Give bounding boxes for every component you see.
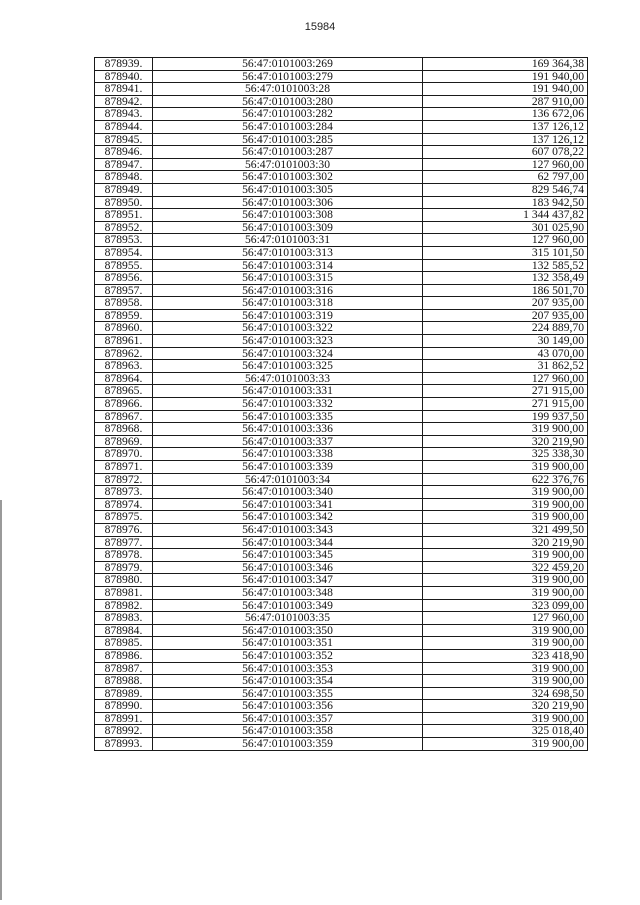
cadastral-value-cell: 30 149,00 [423,335,588,348]
cadastral-value-cell: 43 070,00 [423,347,588,360]
cadastral-value-cell: 31 862,52 [423,360,588,373]
cadastral-number-cell: 56:47:0101003:342 [153,511,423,524]
table-body [95,58,588,751]
cadastral-number-cell: 56:47:0101003:347 [153,574,423,587]
cadastral-value-cell: 323 099,00 [423,599,588,612]
row-number-cell: 878986. [95,649,153,662]
row-number-cell: 878944. [95,120,153,133]
table-row [95,599,588,612]
row-number-cell: 878977. [95,536,153,549]
table-row [95,183,588,196]
row-number-cell: 878956. [95,272,153,285]
row-number-cell: 878943. [95,108,153,121]
cadastral-number-cell: 56:47:0101003:319 [153,309,423,322]
row-number-cell: 878939. [95,58,153,71]
cadastral-value-cell: 321 499,50 [423,523,588,536]
row-number-cell: 878942. [95,95,153,108]
table-row [95,586,588,599]
cadastral-value-cell: 127 960,00 [423,612,588,625]
table-row [95,297,588,310]
row-number-cell: 878990. [95,700,153,713]
table-row [95,360,588,373]
cadastral-number-cell: 56:47:0101003:318 [153,297,423,310]
table-row [95,725,588,738]
row-number-cell: 878991. [95,712,153,725]
cadastral-value-cell: 287 910,00 [423,95,588,108]
table-row [95,335,588,348]
table-row [95,120,588,133]
cadastral-value-cell: 127 960,00 [423,372,588,385]
row-number-cell: 878960. [95,322,153,335]
cadastral-number-cell: 56:47:0101003:353 [153,662,423,675]
row-number-cell: 878964. [95,372,153,385]
cadastral-number-cell: 56:47:0101003:346 [153,561,423,574]
cadastral-number-cell: 56:47:0101003:280 [153,95,423,108]
cadastral-number-cell: 56:47:0101003:344 [153,536,423,549]
cadastral-value-cell: 319 900,00 [423,624,588,637]
row-number-cell: 878970. [95,448,153,461]
cadastral-number-cell: 56:47:0101003:336 [153,423,423,436]
row-number-cell: 878965. [95,385,153,398]
cadastral-value-cell: 319 900,00 [423,511,588,524]
cadastral-value-cell: 62 797,00 [423,171,588,184]
cadastral-number-cell: 56:47:0101003:284 [153,120,423,133]
table-row [95,498,588,511]
row-number-cell: 878988. [95,675,153,688]
cadastral-number-cell: 56:47:0101003:325 [153,360,423,373]
cadastral-number-cell: 56:47:0101003:354 [153,675,423,688]
cadastral-value-cell: 271 915,00 [423,398,588,411]
row-number-cell: 878949. [95,183,153,196]
cadastral-value-cell: 271 915,00 [423,385,588,398]
cadastral-number-cell: 56:47:0101003:33 [153,372,423,385]
cadastral-value-cell: 127 960,00 [423,158,588,171]
row-number-cell: 878941. [95,83,153,96]
cadastral-number-cell: 56:47:0101003:322 [153,322,423,335]
table-row [95,146,588,159]
cadastral-number-cell: 56:47:0101003:287 [153,146,423,159]
table-row [95,158,588,171]
cadastral-value-cell: 191 940,00 [423,83,588,96]
cadastral-number-cell: 56:47:0101003:358 [153,725,423,738]
cadastral-value-cell: 607 078,22 [423,146,588,159]
row-number-cell: 878992. [95,725,153,738]
cadastral-number-cell: 56:47:0101003:31 [153,234,423,247]
cadastral-number-cell: 56:47:0101003:341 [153,498,423,511]
scan-margin-line [0,500,2,900]
cadastral-number-cell: 56:47:0101003:339 [153,461,423,474]
cadastral-value-cell: 319 900,00 [423,637,588,650]
table-row [95,624,588,637]
table-row [95,221,588,234]
cadastral-value-table [94,57,588,751]
cadastral-value-cell: 1 344 437,82 [423,209,588,222]
cadastral-value-cell: 319 900,00 [423,498,588,511]
cadastral-value-cell: 136 672,06 [423,108,588,121]
row-number-cell: 878946. [95,146,153,159]
row-number-cell: 878966. [95,398,153,411]
table-row [95,523,588,536]
table-row [95,372,588,385]
cadastral-number-cell: 56:47:0101003:28 [153,83,423,96]
table-row [95,738,588,751]
cadastral-number-cell: 56:47:0101003:335 [153,410,423,423]
row-number-cell: 878962. [95,347,153,360]
table-row [95,423,588,436]
row-number-cell: 878947. [95,158,153,171]
row-number-cell: 878980. [95,574,153,587]
row-number-cell: 878957. [95,284,153,297]
cadastral-value-cell: 320 219,90 [423,700,588,713]
cadastral-value-cell: 315 101,50 [423,246,588,259]
cadastral-value-cell: 191 940,00 [423,70,588,83]
row-number-cell: 878940. [95,70,153,83]
cadastral-number-cell: 56:47:0101003:35 [153,612,423,625]
row-number-cell: 878955. [95,259,153,272]
table-row [95,272,588,285]
table-row [95,108,588,121]
cadastral-value-cell: 622 376,76 [423,473,588,486]
cadastral-number-cell: 56:47:0101003:352 [153,649,423,662]
cadastral-number-cell: 56:47:0101003:338 [153,448,423,461]
cadastral-number-cell: 56:47:0101003:305 [153,183,423,196]
table-row [95,461,588,474]
row-number-cell: 878979. [95,561,153,574]
cadastral-number-cell: 56:47:0101003:331 [153,385,423,398]
cadastral-value-cell: 207 935,00 [423,297,588,310]
cadastral-number-cell: 56:47:0101003:351 [153,637,423,650]
row-number-cell: 878967. [95,410,153,423]
cadastral-value-cell: 829 546,74 [423,183,588,196]
cadastral-number-cell: 56:47:0101003:337 [153,435,423,448]
cadastral-number-cell: 56:47:0101003:30 [153,158,423,171]
cadastral-number-cell: 56:47:0101003:309 [153,221,423,234]
cadastral-value-cell: 320 219,90 [423,536,588,549]
cadastral-value-cell: 137 126,12 [423,133,588,146]
cadastral-value-cell: 319 900,00 [423,662,588,675]
table-row [95,486,588,499]
cadastral-number-cell: 56:47:0101003:313 [153,246,423,259]
cadastral-value-cell: 319 900,00 [423,675,588,688]
table-row [95,322,588,335]
table-row [95,410,588,423]
row-number-cell: 878989. [95,687,153,700]
cadastral-number-cell: 56:47:0101003:308 [153,209,423,222]
table-row [95,196,588,209]
row-number-cell: 878969. [95,435,153,448]
table-row [95,234,588,247]
cadastral-value-cell: 186 501,70 [423,284,588,297]
cadastral-value-cell: 207 935,00 [423,309,588,322]
cadastral-number-cell: 56:47:0101003:357 [153,712,423,725]
cadastral-number-cell: 56:47:0101003:349 [153,599,423,612]
cadastral-value-cell: 132 358,49 [423,272,588,285]
table-row [95,284,588,297]
cadastral-number-cell: 56:47:0101003:316 [153,284,423,297]
cadastral-number-cell: 56:47:0101003:282 [153,108,423,121]
row-number-cell: 878973. [95,486,153,499]
table-row [95,171,588,184]
cadastral-value-cell: 319 900,00 [423,486,588,499]
row-number-cell: 878963. [95,360,153,373]
row-number-cell: 878961. [95,335,153,348]
cadastral-value-cell: 169 364,38 [423,58,588,71]
cadastral-value-cell: 319 900,00 [423,586,588,599]
cadastral-number-cell: 56:47:0101003:355 [153,687,423,700]
table-row [95,309,588,322]
cadastral-number-cell: 56:47:0101003:345 [153,549,423,562]
cadastral-value-cell: 301 025,90 [423,221,588,234]
row-number-cell: 878981. [95,586,153,599]
cadastral-number-cell: 56:47:0101003:340 [153,486,423,499]
cadastral-number-cell: 56:47:0101003:269 [153,58,423,71]
table-row [95,83,588,96]
cadastral-value-cell: 325 018,40 [423,725,588,738]
table-row [95,662,588,675]
table-row [95,687,588,700]
cadastral-value-cell: 319 900,00 [423,712,588,725]
page-number: 15984 [304,21,336,33]
row-number-cell: 878982. [95,599,153,612]
cadastral-number-cell: 56:47:0101003:285 [153,133,423,146]
row-number-cell: 878952. [95,221,153,234]
row-number-cell: 878983. [95,612,153,625]
table-row [95,675,588,688]
row-number-cell: 878953. [95,234,153,247]
cadastral-number-cell: 56:47:0101003:356 [153,700,423,713]
row-number-cell: 878945. [95,133,153,146]
row-number-cell: 878971. [95,461,153,474]
cadastral-value-cell: 319 900,00 [423,738,588,751]
table-row [95,246,588,259]
table-row [95,448,588,461]
table-row [95,712,588,725]
cadastral-number-cell: 56:47:0101003:323 [153,335,423,348]
table-row [95,612,588,625]
table-row [95,209,588,222]
cadastral-value-cell: 319 900,00 [423,461,588,474]
row-number-cell: 878978. [95,549,153,562]
cadastral-value-cell: 199 937,50 [423,410,588,423]
table-row [95,398,588,411]
cadastral-number-cell: 56:47:0101003:279 [153,70,423,83]
cadastral-value-cell: 137 126,12 [423,120,588,133]
cadastral-number-cell: 56:47:0101003:348 [153,586,423,599]
table-row [95,574,588,587]
row-number-cell: 878985. [95,637,153,650]
cadastral-number-cell: 56:47:0101003:302 [153,171,423,184]
cadastral-value-cell: 319 900,00 [423,574,588,587]
table-row [95,536,588,549]
row-number-cell: 878974. [95,498,153,511]
cadastral-number-cell: 56:47:0101003:343 [153,523,423,536]
table-row [95,649,588,662]
row-number-cell: 878958. [95,297,153,310]
cadastral-value-cell: 324 698,50 [423,687,588,700]
table-row [95,133,588,146]
cadastral-value-cell: 325 338,30 [423,448,588,461]
cadastral-number-cell: 56:47:0101003:350 [153,624,423,637]
cadastral-value-cell: 322 459,20 [423,561,588,574]
table-row [95,700,588,713]
cadastral-value-cell: 319 900,00 [423,423,588,436]
cadastral-number-cell: 56:47:0101003:315 [153,272,423,285]
table-row [95,511,588,524]
row-number-cell: 878972. [95,473,153,486]
table-row [95,347,588,360]
table-row [95,473,588,486]
row-number-cell: 878959. [95,309,153,322]
cadastral-number-cell: 56:47:0101003:314 [153,259,423,272]
row-number-cell: 878954. [95,246,153,259]
row-number-cell: 878987. [95,662,153,675]
cadastral-value-cell: 224 889,70 [423,322,588,335]
row-number-cell: 878951. [95,209,153,222]
cadastral-value-cell: 127 960,00 [423,234,588,247]
cadastral-value-cell: 132 585,52 [423,259,588,272]
cadastral-number-cell: 56:47:0101003:332 [153,398,423,411]
table-row [95,70,588,83]
row-number-cell: 878993. [95,738,153,751]
row-number-cell: 878968. [95,423,153,436]
cadastral-value-cell: 320 219,90 [423,435,588,448]
cadastral-number-cell: 56:47:0101003:359 [153,738,423,751]
table-row [95,637,588,650]
table-row [95,259,588,272]
cadastral-value-cell: 323 418,90 [423,649,588,662]
row-number-cell: 878975. [95,511,153,524]
row-number-cell: 878984. [95,624,153,637]
cadastral-number-cell: 56:47:0101003:306 [153,196,423,209]
row-number-cell: 878948. [95,171,153,184]
table-row [95,561,588,574]
row-number-cell: 878950. [95,196,153,209]
cadastral-value-cell: 319 900,00 [423,549,588,562]
table-row [95,58,588,71]
row-number-cell: 878976. [95,523,153,536]
cadastral-value-cell: 183 942,50 [423,196,588,209]
table-row [95,549,588,562]
cadastral-number-cell: 56:47:0101003:324 [153,347,423,360]
table-row [95,95,588,108]
cadastral-number-cell: 56:47:0101003:34 [153,473,423,486]
table-row [95,385,588,398]
table-row [95,435,588,448]
